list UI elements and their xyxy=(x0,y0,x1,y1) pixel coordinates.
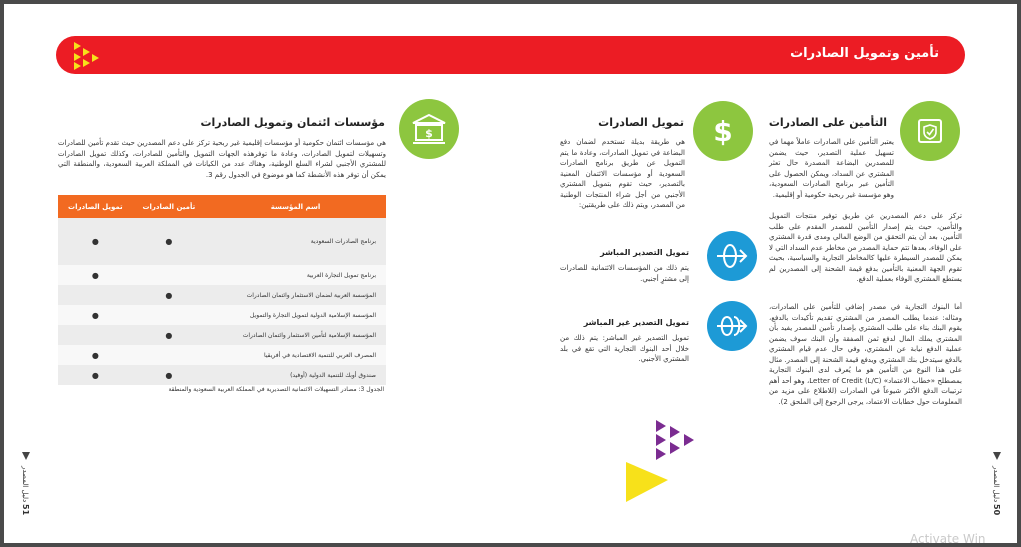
activate-windows-watermark: Activate Win xyxy=(910,532,986,546)
finance-mark-cell xyxy=(58,325,133,345)
insurance-mark-cell xyxy=(133,345,205,365)
institution-name-cell: برنامج الصادرات السعودية xyxy=(205,218,386,265)
document-spread xyxy=(4,4,1017,543)
institution-name-cell: المؤسسة العربية لضمان الاستثمار وائتمان الصادرات xyxy=(205,285,386,305)
triangle-logo-icon xyxy=(72,40,102,70)
finance-mark-cell: ● xyxy=(58,265,133,285)
header-banner xyxy=(56,36,965,74)
insurance-heading: التأمين على الصادرات xyxy=(768,116,887,129)
institutions-heading: مؤسسات ائتمان وتمويل الصادرات xyxy=(200,116,385,129)
direct-finance-title: تمويل التصدير المباشر xyxy=(600,248,689,257)
insurance-mark-cell: ● xyxy=(133,285,205,305)
loop-arrow-icon xyxy=(707,301,757,351)
table-row xyxy=(58,325,386,345)
insurance-mark-cell: ● xyxy=(133,365,205,385)
table-caption: الجدول 3: مصادر التسهيلات الائتمانية التصديرية في المملكة العربية السعودية والمنطقة xyxy=(168,386,384,393)
institutions-intro: هي مؤسسات ائتمان حكومية أو مؤسسات إقليمية غير ربحية تركز على دعم المصدرين حيث تقدم تأمين للصادرات وتسهيلات لتمويل الصادرات، وعادة ما توفرهذه الجهات التمويل والتأمين للصادرات، وكذلك تمويل الصادرات للمشتري الأجنبي لشراء السلع الوطنية، وهناك عدد من الكيانات في المملكة العربية السعودية، والمنطقة التي يمكن أن توفر هذه الأنشطة كما هو موضوع في الجدول رقم 3. xyxy=(58,139,386,179)
col-institution-name: اسم المؤسسة xyxy=(205,195,386,218)
guide-label-right: دليل المصدر xyxy=(992,466,1000,503)
table-row xyxy=(58,305,386,325)
finance-mark-cell: ● xyxy=(58,305,133,325)
indirect-finance-title: تمويل التصدير غير المباشر xyxy=(583,318,689,327)
table-row xyxy=(58,265,386,285)
insurance-mark-cell xyxy=(133,265,205,285)
banner-title: تأمين وتمويل الصادرات xyxy=(790,46,939,61)
finance-mark-cell: ● xyxy=(58,365,133,385)
table-body xyxy=(58,218,386,385)
finance-heading: تمويل الصادرات xyxy=(598,116,684,129)
institution-name-cell: المصرف العربي للتنمية الاقتصادية في أفريقيا xyxy=(205,345,386,365)
col-export-finance: تمويل الصادرات xyxy=(58,195,133,218)
page-marker-right-icon xyxy=(993,452,1001,460)
insurance-para-2: أما البنوك التجارية في مصدر إضافي للتأمين على الصادرات، ومثاله: عندما يطلب المصدر من المشتري تقديم تأكيدات بالدفع، يقوم البنك بناء على طلب المشتري بإصدار تأمين للمصدر يفيد بأن المشتري يملك المال لدفع ثمن الصفقة وأن البنك سوف يضمن عملية الدفع نيابة عن المشتري، وفي حال عدم قيام المشتري بالدفع سيتدخل بنك المشتري ويدفع قيمة الشحنة إلى المصدر. مثال على هذا النوع من التأمين هو ما يُعرف لدى البنوك التجارية بمصطلح «خطاب الاعتماد» Letter of Credit (L/C)، وهو أحد أهم ترتيبات الدفع الأكثر شيوعاً في الصادرات (للاطلاع على مزيد من المعلومات حول خطابات الاعتماد، يرجى الرجوع إلى الملحق 2). xyxy=(769,303,962,406)
finance-intro: هي طريقة بديلة تستخدم لضمان دفع البضاعة في تمويل الصادرات، وعادة ما يتم التمويل عن طريق برنامج الصادرات السعودية أو مؤسسات الائتمان المعنية بالتصدير، حيث تقوم بتمويل المشتري الأجنبي من أجل شراء المنتجات الوطنية من المصدر، ويتم ذلك على طريقتين: xyxy=(560,138,685,209)
finance-mark-cell: ● xyxy=(58,345,133,365)
col-export-insurance: تأمين الصادرات xyxy=(133,195,205,218)
table-row xyxy=(58,365,386,385)
insurance-mark-cell: ● xyxy=(133,325,205,345)
arrow-circle-icon xyxy=(707,231,757,281)
table-row xyxy=(58,285,386,305)
shield-icon xyxy=(900,101,960,161)
insurance-para-1: تركز على دعم المصدرين عن طريق توفير منتجات التمويل والتأمين، حيث يتم إصدار التأمين للمصدر المقدم على طلب التأمين، بعد أن يتم التحقق من الوضع المالي ومدى قدرة المشتري على الوفاء، بعدها تتم حماية المصدر من مخاطر عدم السداد التي لا يمكن للمصدر السيطرة عليها كالمخاطر التجارية والسياسية، بحيث تقوم الجهة المعنية بالتأمين بدفع قيمة الشحنة إلى المصدرين لم يستطع المشتري الوفاء بعملية الدفع. xyxy=(769,212,962,283)
guide-label-left: دليل المصدر xyxy=(21,466,29,503)
insurance-intro: يعتبر التأمين على الصادرات عاملاً مهما في تسهيل عملية التصدير، حيث يضمن للمصدرين البضاعة المصدرة حال تعثر المشتري عن السداد، ويمكن الحصول على التأمين عبر برنامج الصادرات السعودية، وهو مؤسسة غير ربحية حكومية أو إقليمية. xyxy=(769,138,894,199)
table-header-row xyxy=(58,195,386,218)
page-number-left: 51 xyxy=(21,504,30,516)
dollar-icon xyxy=(693,101,753,161)
institution-name-cell: برنامج تمويل التجارة العربية xyxy=(205,265,386,285)
institution-name-cell: صندوق أوبك للتنمية الدولية (أوفيد) xyxy=(205,365,386,385)
insurance-mark-cell xyxy=(133,305,205,325)
institution-name-cell: المؤسسة الإسلامية لتأمين الاستثمار وائتمان الصادرات xyxy=(205,325,386,345)
svg-text:$: $ xyxy=(425,127,433,140)
table-row xyxy=(58,218,386,265)
decorative-triangles-icon xyxy=(620,418,700,508)
direct-finance-text: يتم ذلك من المؤسسات الائتمانية للصادرات إلى مشترٍ أجنبي. xyxy=(560,264,689,283)
finance-mark-cell: ● xyxy=(58,218,133,265)
insurance-mark-cell: ● xyxy=(133,218,205,265)
page-marker-left-icon xyxy=(22,452,30,460)
institutions-table xyxy=(58,195,386,385)
indirect-finance-text: تمويل التصدير غير المباشر: يتم ذلك من خلال أحد البنوك التجارية التي تقع في بلد المشتري الأجنبي. xyxy=(560,334,689,363)
finance-mark-cell xyxy=(58,285,133,305)
institution-name-cell: المؤسسة الإسلامية الدولية لتمويل التجارة والتمويل xyxy=(205,305,386,325)
bank-icon xyxy=(399,99,459,159)
table-row xyxy=(58,345,386,365)
svg-text:$: $ xyxy=(713,115,733,148)
page-number-right: 50 xyxy=(992,504,1001,516)
